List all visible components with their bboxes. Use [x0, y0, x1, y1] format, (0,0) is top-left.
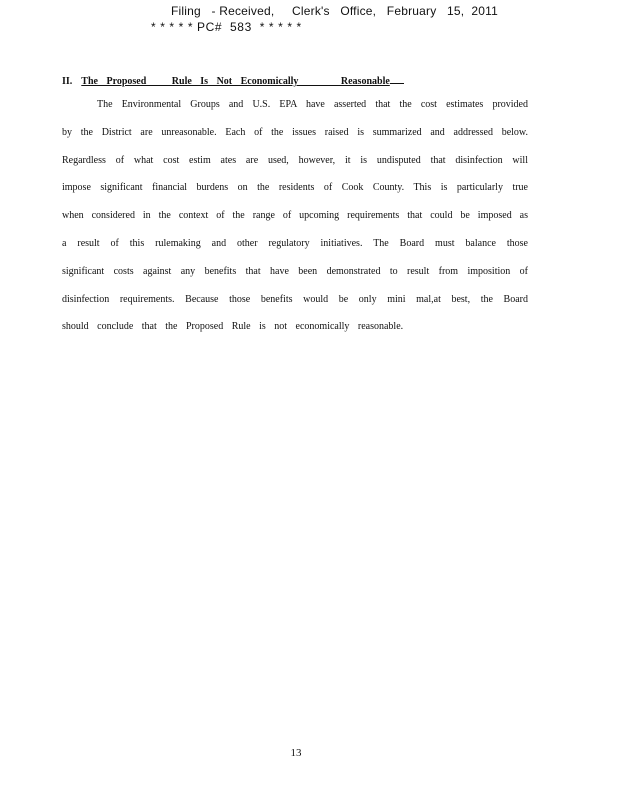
- body-line: disinfection requirements. Because those benefits would be only mini mal,at best, the Board: [62, 293, 528, 305]
- filing-stamp-header: Filing - Received, Clerk's Office, February 15, 2011: [171, 4, 498, 18]
- body-line: impose significant financial burdens on the residents of Cook County. This is particularly true: [62, 182, 528, 194]
- body-line: when considered in the context of the range of upcoming requirements that could be imposed as: [62, 210, 528, 222]
- body-line: should conclude that the Proposed Rule is not economically reasonable.: [62, 321, 404, 333]
- section-number: II.: [62, 76, 73, 87]
- heading-underline-trail: [390, 74, 404, 84]
- body-line: significant costs against any benefits that have been demonstrated to result from imposition of: [62, 265, 528, 277]
- pc-number-stamp: * * * * * PC# 583 * * * * *: [151, 20, 302, 34]
- body-line: a result of this rulemaking and other regulatory initiatives. The Board must balance those: [62, 237, 528, 249]
- body-line: The Environmental Groups and U.S. EPA have asserted that the cost estimates provided: [97, 99, 528, 110]
- body-line: by the District are unreasonable. Each of the issues raised is summarized and addressed below.: [62, 126, 528, 138]
- section-title: The Proposed Rule Is Not Economically Reasonable: [81, 76, 390, 87]
- body-line: Regardless of what cost estim ates are used, however, it is undisputed that disinfection will: [62, 154, 528, 166]
- section-heading: [62, 74, 404, 87]
- page-number: 13: [290, 747, 302, 759]
- body-paragraph: [62, 95, 528, 345]
